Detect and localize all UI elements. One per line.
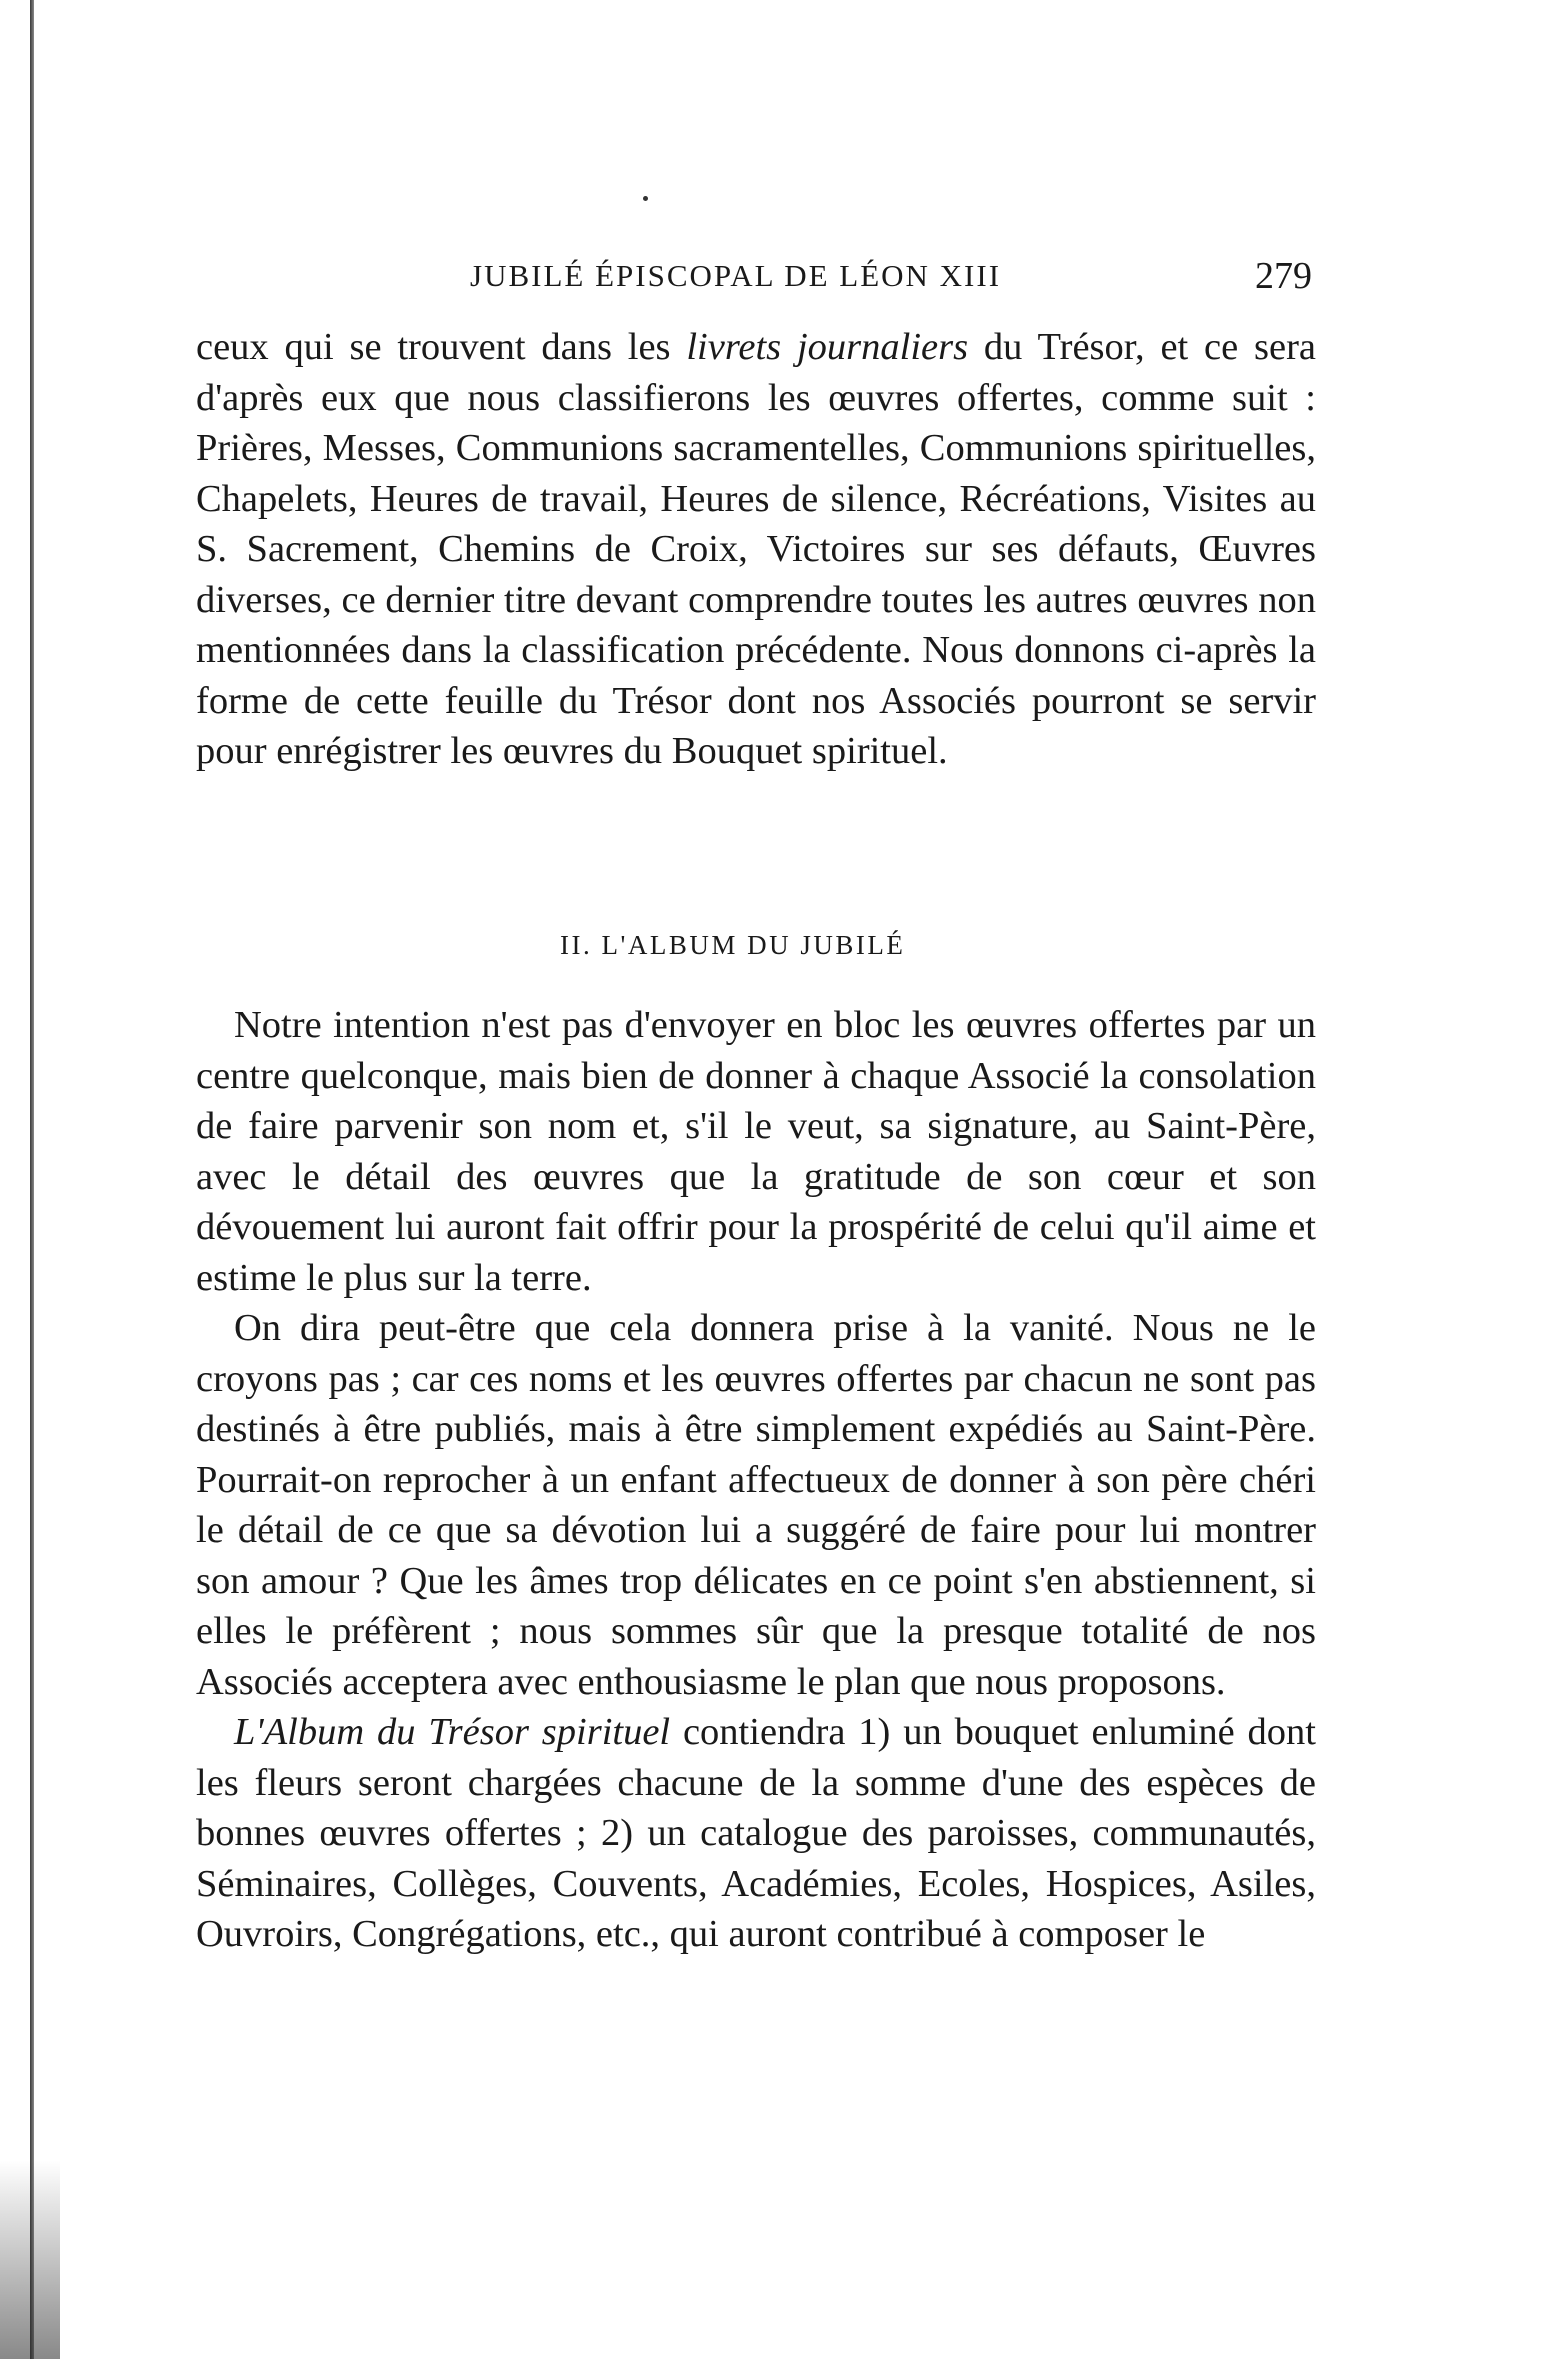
paragraph-3: On dira peut-être que cela donnera prise à la vanité. Nous ne le croyons pas ; car ces noms et les œuvres offertes par chacun ne sont pas destinés à être publiés, mais à être simplement expédiés au Saint-Père. Pourrait-on reprocher à un enfant affectueux de donner à son père chéri le détail de ce que sa dévotion lui a suggéré de faire pour lui montrer son amour ? Que les âmes trop délicates en ce point s'en abstiennent, si elles le préfèrent ; nous sommes sûr que la presque totalité de nos Associés acceptera avec enthousiasme le plan que nous proposons. [196,1307,1316,1703]
page-number: 279 [1255,255,1312,297]
binding-shadow [0,2160,60,2359]
paragraph-4-text: contiendra 1) un bouquet enluminé dont les fleurs seront chargées chacune de la somme d'une des espèces de bonnes œuvres offertes ; 2) un catalogue des paroisses, communautés, Séminaires, Collèges, Couvents, Académies, Ecoles, Hospices, Asiles, Ouvroirs, Congrégations, etc., qui auront contribué à composer le [196,1711,1317,1955]
paragraph-4 [196,1707,1316,1960]
binding-edge [30,0,34,2359]
ink-speck [643,196,648,201]
paragraph-1-italic: livrets journaliers [686,326,969,368]
paragraph-1-text-a: ceux qui se trouvent dans les [196,326,687,368]
text-block-bottom [196,1000,1316,1960]
text-block-top [196,322,1316,777]
paragraph-4-italic: L'Album du Trésor spirituel [234,1711,671,1753]
paragraph-continued [196,322,1316,777]
paragraph-2: Notre intention n'est pas d'envoyer en bloc les œuvres offertes par un centre quelconque, mais bien de donner à chaque Associé la consolation de faire parvenir son nom et, s'il le veut, sa signature, au Saint-Père, avec le détail des œuvres que la gratitude de son cœur et son dévouement lui auront fait offrir pour la prospérité de celui qu'il aime et estime le plus sur la terre. [196,1004,1316,1299]
paragraph-1-text-b: du Trésor, et ce sera d'après eux que nous classifierons les œuvres offertes, comme suit : Prières, Messes, Communions sacramentelles, Communions spirituelles, Chapelets, Heures de travail, Heures de silence, Récréations, Visites au S. Sacrement, Chemins de Croix, Victoires sur ses défauts, Œuvres diverses, ce dernier titre devant comprendre toutes les autres œuvres non mentionnées dans la classification précédente. Nous donnons ci-après la forme de cette feuille du Trésor dont nos Associés pourront se servir pour enrégistrer les œuvres du Bouquet spirituel. [196,326,1316,772]
running-title: JUBILÉ ÉPISCOPAL DE LÉON XIII [470,258,1002,293]
section-heading: II. L'ALBUM DU JUBILÉ [560,930,906,960]
